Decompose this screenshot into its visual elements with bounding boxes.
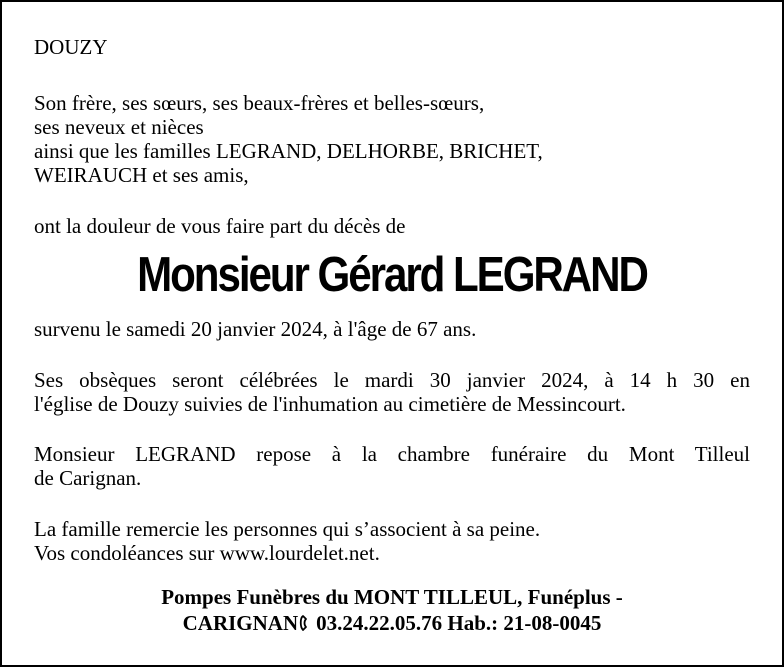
announcement-text: ont la douleur de vous faire part du décès de	[34, 214, 406, 238]
resting-line-1: Monsieur LEGRAND repose à la chambre funéraire du Mont Tilleul	[34, 442, 750, 466]
death-info: survenu le samedi 20 janvier 2024, à l'âge de 67 ans.	[34, 317, 477, 341]
family-line-4: WEIRAUCH et ses amis,	[34, 163, 249, 187]
funeral-home-city: CARIGNAN	[182, 611, 299, 635]
location-heading: DOUZY	[34, 35, 108, 59]
funeral-home-contact	[2, 611, 782, 635]
funeral-line-1: Ses obsèques seront célébrées le mardi 30 janvier 2024, à 14 h 30 en	[34, 368, 750, 392]
thanks-line-1: La famille remercie les personnes qui s’associent à sa peine.	[34, 517, 541, 541]
deceased-name: Monsieur Gérard LEGRAND	[137, 248, 647, 302]
resting-line-2: de Carignan.	[34, 466, 142, 490]
funeral-home-phone: 03.24.22.05.76 Hab.: 21-08-0045	[316, 611, 602, 635]
phone-icon	[298, 613, 316, 631]
family-line-1: Son frère, ses sœurs, ses beaux-frères et belles-sœurs,	[34, 91, 485, 115]
family-line-3: ainsi que les familles LEGRAND, DELHORBE, BRICHET,	[34, 139, 543, 163]
condolences-line: Vos condoléances sur www.lourdelet.net.	[34, 541, 380, 565]
funeral-line-2: l'église de Douzy suivies de l'inhumation au cimetière de Messincourt.	[34, 392, 626, 416]
funeral-home-name: Pompes Funèbres du MONT TILLEUL, Funéplus -	[161, 585, 623, 609]
family-line-2: ses neveux et nièces	[34, 115, 204, 139]
